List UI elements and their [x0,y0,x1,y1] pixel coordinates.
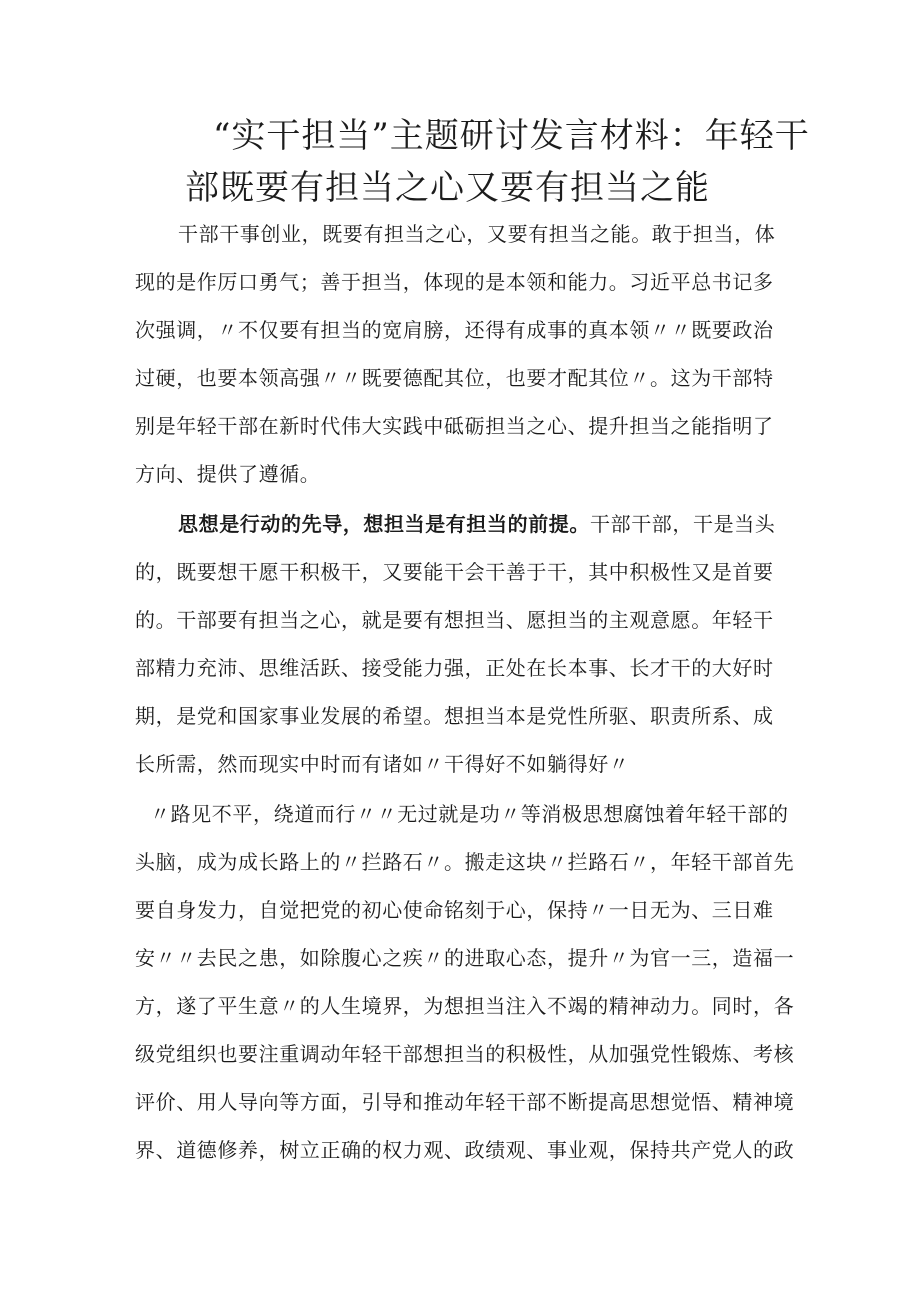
paragraph-3-line-6: 级党组织也要注重调动年轻干部想担当的积极性，从加强党性锻炼、考核 [135,1042,795,1066]
paragraph-3-line-1: 〃路见不平，绕道而行〃〃无过就是功〃等消极思想腐蚀着年轻干部的 [150,802,789,826]
document-title-line-1: “实干担当”主题研讨发言材料：年轻干 [213,116,810,156]
paragraph-3-line-7: 评价、用人导向等方面，引导和推动年轻干部不断提高思想觉悟、精神境 [135,1090,795,1114]
paragraph-3-line-4: 安〃〃去民之患，如除腹心之疾〃的进取心态，提升〃为官一三，造福一 [135,946,795,970]
paragraph-2-line-6: 长所需，然而现实中时而有诸如〃干得好不如躺得好〃 [135,752,630,776]
paragraph-2-line-3: 的。干部要有担当之心，就是要有想担当、愿担当的主观意愿。年轻干 [135,608,774,632]
paragraph-1-line-5: 别是年轻干部在新时代伟大实践中砥砺担当之心、提升担当之能指明了 [135,414,774,438]
paragraph-2-line-1-rest: 干部干部，干是当头 [590,512,776,536]
paragraph-3-line-2: 头脑，成为成长路上的〃拦路石〃。搬走这块〃拦路石〃，年轻干部首先 [135,850,795,874]
paragraph-2-line-1 [178,510,775,538]
paragraph-3-line-8: 界、道德修养，树立正确的权力观、政绩观、事业观，保持共产党人的政 [135,1138,795,1162]
document-title-line-2: 部既要有担当之心又要有担当之能 [185,168,710,208]
paragraph-3-line-5: 方，遂了平生意〃的人生境界，为想担当注入不竭的精神动力。同时，各 [135,994,795,1018]
paragraph-1-line-2: 现的是作厉口勇气；善于担当，体现的是本领和能力。习近平总书记多 [135,270,774,294]
paragraph-1-line-1: 干部干事创业，既要有担当之心，又要有担当之能。敢于担当，体 [178,222,776,246]
paragraph-2-bold-lead: 思想是行动的先导，想担当是有担当的前提。 [178,512,590,536]
paragraph-1-line-6: 方向、提供了遵循。 [135,462,321,486]
paragraph-2-line-4: 部精力充沛、思维活跃、接受能力强，正处在长本事、长才干的大好时 [135,656,774,680]
paragraph-2-line-2: 的，既要想干愿干积极干，又要能干会干善于干，其中积极性又是首要 [135,560,774,584]
paragraph-1-line-4: 过硬，也要本领高强〃〃既要德配其位，也要才配其位〃。这为干部特 [135,366,774,390]
paragraph-2-line-5: 期，是党和国家事业发展的希望。想担当本是党性所驱、职责所系、成 [135,704,774,728]
paragraph-3-line-3: 要自身发力，自觉把党的初心使命铭刻于心，保持〃一日无为、三日难 [135,898,774,922]
paragraph-1-line-3: 次强调，〃不仅要有担当的宽肩膀，还得有成事的真本领〃〃既要政治 [135,318,774,342]
